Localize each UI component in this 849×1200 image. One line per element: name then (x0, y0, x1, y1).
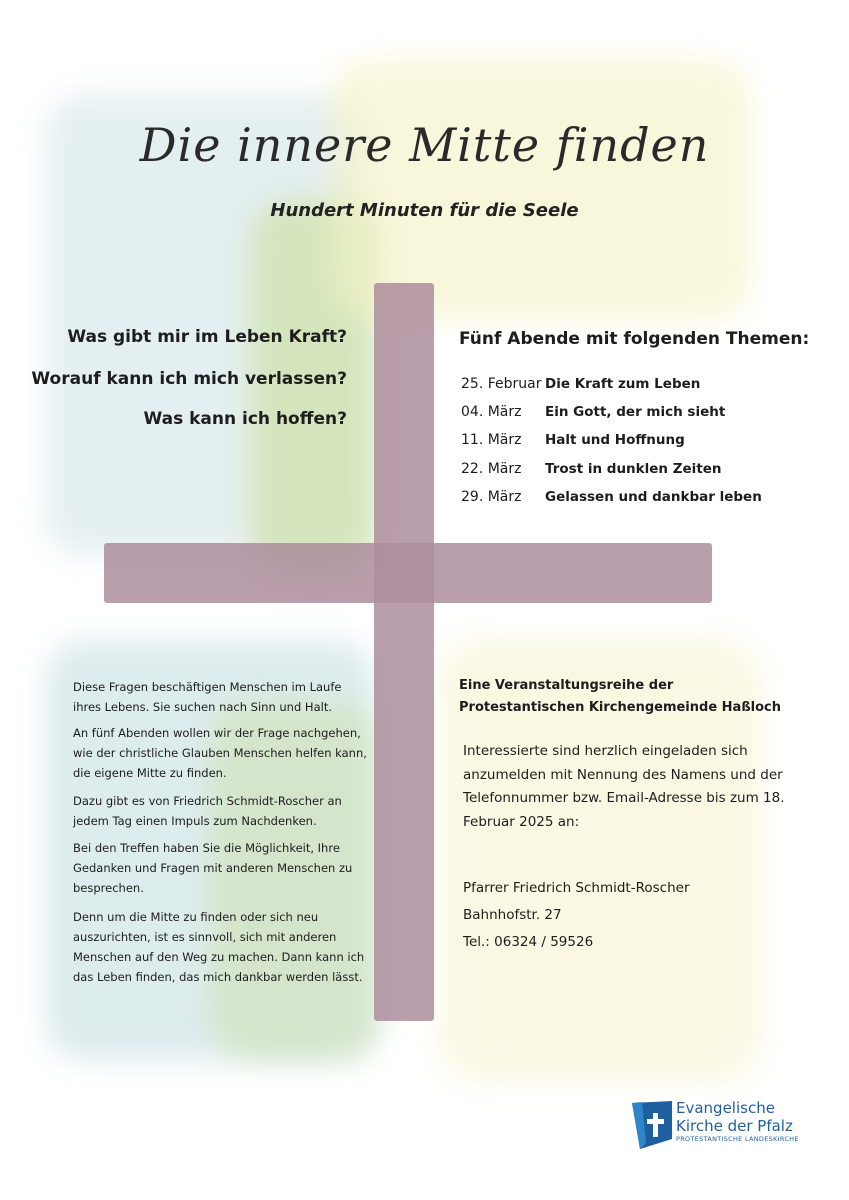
page-subtitle: Hundert Minuten für die Seele (270, 200, 579, 221)
theme-title: Gelassen und dankbar leben (545, 489, 762, 505)
body-paragraph-1: Diese Fragen beschäftigen Menschen im Laufe ihres Lebens. Sie suchen nach Sinn und Halt. (73, 680, 342, 714)
theme-date: 25. Februar (461, 376, 542, 392)
question-3: Was kann ich hoffen? (143, 409, 347, 429)
body-paragraph-3: Dazu gibt es von Friedrich Schmidt-Roscher an jedem Tag einen Impuls zum Nachdenken. (73, 794, 342, 828)
body-paragraph-4: Bei den Treffen haben Sie die Möglichkeit, Ihre Gedanken und Fragen mit anderen Menschen zu besprechen. (73, 841, 353, 895)
cross-horizontal-beam (104, 543, 712, 603)
contact-phone: Tel.: 06324 / 59526 (463, 934, 594, 950)
church-emblem-icon (632, 1101, 672, 1151)
themes-heading: Fünf Abende mit folgenden Themen: (459, 329, 810, 349)
logo-line-3: PROTESTANTISCHE LANDESKIRCHE (676, 1135, 799, 1143)
cross-vertical-beam (374, 283, 434, 1021)
logo-line-1: Evangelische (676, 1099, 775, 1117)
theme-row (461, 404, 725, 420)
theme-row (461, 432, 685, 448)
wash-yellow-top (330, 60, 750, 320)
theme-row (461, 376, 700, 392)
theme-date: 29. März (461, 489, 522, 505)
contact-street: Bahnhofstr. 27 (463, 907, 562, 923)
church-logo (632, 1097, 822, 1155)
contact-name: Pfarrer Friedrich Schmidt-Roscher (463, 880, 690, 896)
theme-date: 11. März (461, 432, 522, 448)
theme-title: Trost in dunklen Zeiten (545, 461, 722, 477)
invitation-text: Interessierte sind herzlich eingeladen sich anzumelden mit Nennung des Namens und der Telefonnummer bzw. Email-Adresse bis zum 18. Februar 2025 an: (463, 743, 785, 830)
body-paragraph-5: Denn um die Mitte zu finden oder sich neu auszurichten, ist es sinnvoll, sich mit anderen Menschen auf den Weg zu machen. Dann kann ich das Leben finden, das mich dankbar werden lässt. (73, 910, 365, 984)
theme-title: Die Kraft zum Leben (545, 376, 701, 392)
question-1: Was gibt mir im Leben Kraft? (67, 327, 347, 347)
theme-row (461, 489, 762, 505)
logo-text (676, 1099, 799, 1143)
page-title: Die innere Mitte finden (139, 118, 710, 172)
question-2: Worauf kann ich mich verlassen? (31, 369, 347, 389)
organizer-line-1: Eine Veranstaltungsreihe der (459, 678, 674, 693)
theme-row (461, 461, 722, 477)
organizer-line-2: Protestantischen Kirchengemeinde Haßloch (459, 700, 782, 715)
theme-date: 04. März (461, 404, 522, 420)
theme-title: Ein Gott, der mich sieht (545, 404, 726, 420)
body-paragraph-2: An fünf Abenden wollen wir der Frage nachgehen, wie der christliche Glauben Menschen helfen kann, die eigene Mitte zu finden. (73, 726, 367, 780)
theme-date: 22. März (461, 461, 522, 477)
logo-line-2: Kirche der Pfalz (676, 1117, 793, 1135)
theme-title: Halt und Hoffnung (545, 432, 685, 448)
